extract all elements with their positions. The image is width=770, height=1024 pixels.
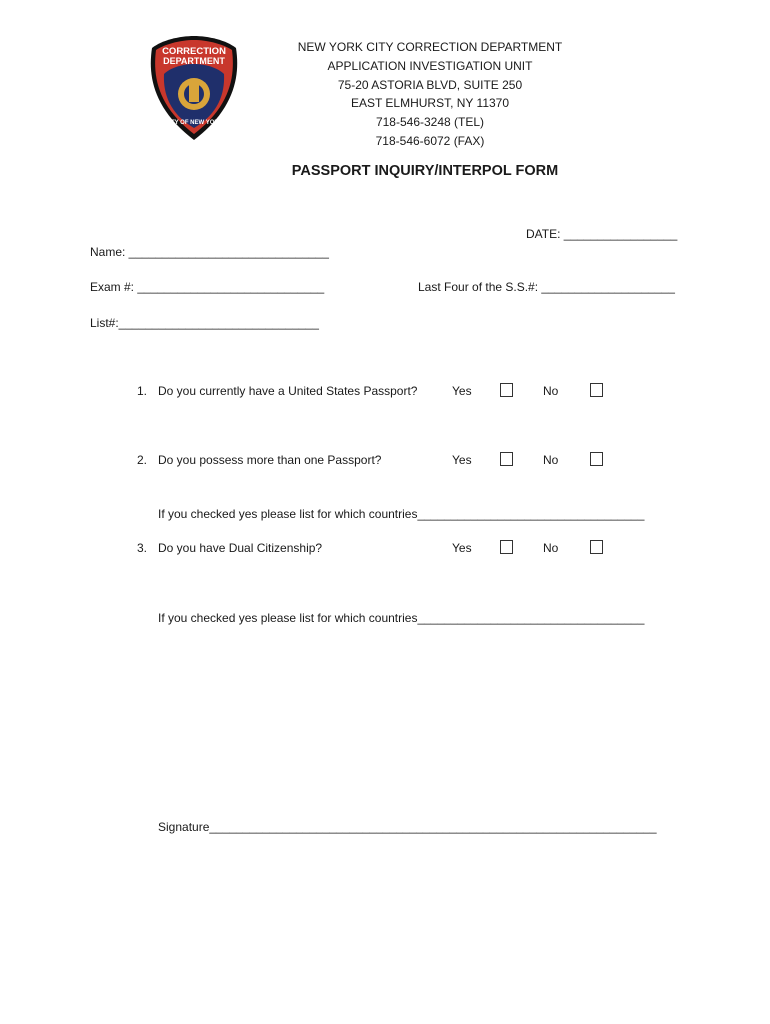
correction-department-seal xyxy=(148,34,240,142)
question-1-yes-label: Yes xyxy=(452,384,472,398)
question-2-number: 2. xyxy=(137,453,148,467)
question-1-no-label: No xyxy=(543,384,559,398)
question-3-yes-label: Yes xyxy=(452,541,472,555)
question-2-text: Do you possess more than one Passport? xyxy=(158,453,382,467)
date-field[interactable]: DATE: _________________ xyxy=(526,227,678,241)
question-2-yes-checkbox[interactable] xyxy=(500,452,513,466)
question-2-yes-label: Yes xyxy=(452,453,472,467)
question-2-no-label: No xyxy=(543,453,559,467)
question-1-text: Do you currently have a United States Passport? xyxy=(158,384,418,398)
header-line-street: 75-20 ASTORIA BLVD, SUITE 250 xyxy=(337,77,523,92)
question-2-no-checkbox[interactable] xyxy=(590,452,603,466)
question-3-text: Do you have Dual Citizenship? xyxy=(158,541,323,555)
header-line-city: EAST ELMHURST, NY 11370 xyxy=(350,96,510,111)
exam-number-field[interactable]: Exam #: ____________________________ xyxy=(90,280,325,294)
question-1-number: 1. xyxy=(137,384,148,398)
logo-top-text: CORRECTION xyxy=(162,46,226,57)
form-title: PASSPORT INQUIRY/INTERPOL FORM xyxy=(291,163,559,179)
question-3-no-label: No xyxy=(543,541,559,555)
countries-list-field-1[interactable]: If you checked yes please list for which countries__________________________________ xyxy=(158,507,645,521)
question-3-yes-checkbox[interactable] xyxy=(500,540,513,554)
header-line-tel: 718-546-3248 (TEL) xyxy=(375,115,485,130)
logo-bottom-text: CITY OF NEW YORK xyxy=(164,120,224,126)
question-1-no-checkbox[interactable] xyxy=(590,383,603,397)
question-1-yes-checkbox[interactable] xyxy=(500,383,513,397)
header-line-agency: NEW YORK CITY CORRECTION DEPARTMENT xyxy=(297,40,563,54)
ssn-last-four-field[interactable]: Last Four of the S.S.#: ____________________ xyxy=(418,280,675,294)
question-3-no-checkbox[interactable] xyxy=(590,540,603,554)
signature-field[interactable]: Signature___________________________________________________________________ xyxy=(158,820,657,834)
header-line-unit: APPLICATION INVESTIGATION UNIT xyxy=(327,58,533,73)
logo-middle-text: DEPARTMENT xyxy=(163,56,225,66)
header-line-fax: 718-546-6072 (FAX) xyxy=(375,133,485,148)
question-3-number: 3. xyxy=(137,541,148,555)
name-field[interactable]: Name: ______________________________ xyxy=(90,245,329,259)
countries-list-field-2[interactable]: If you checked yes please list for which countries__________________________________ xyxy=(158,611,645,625)
list-number-field[interactable]: List#:______________________________ xyxy=(90,316,319,330)
agency-address-block xyxy=(250,38,610,151)
